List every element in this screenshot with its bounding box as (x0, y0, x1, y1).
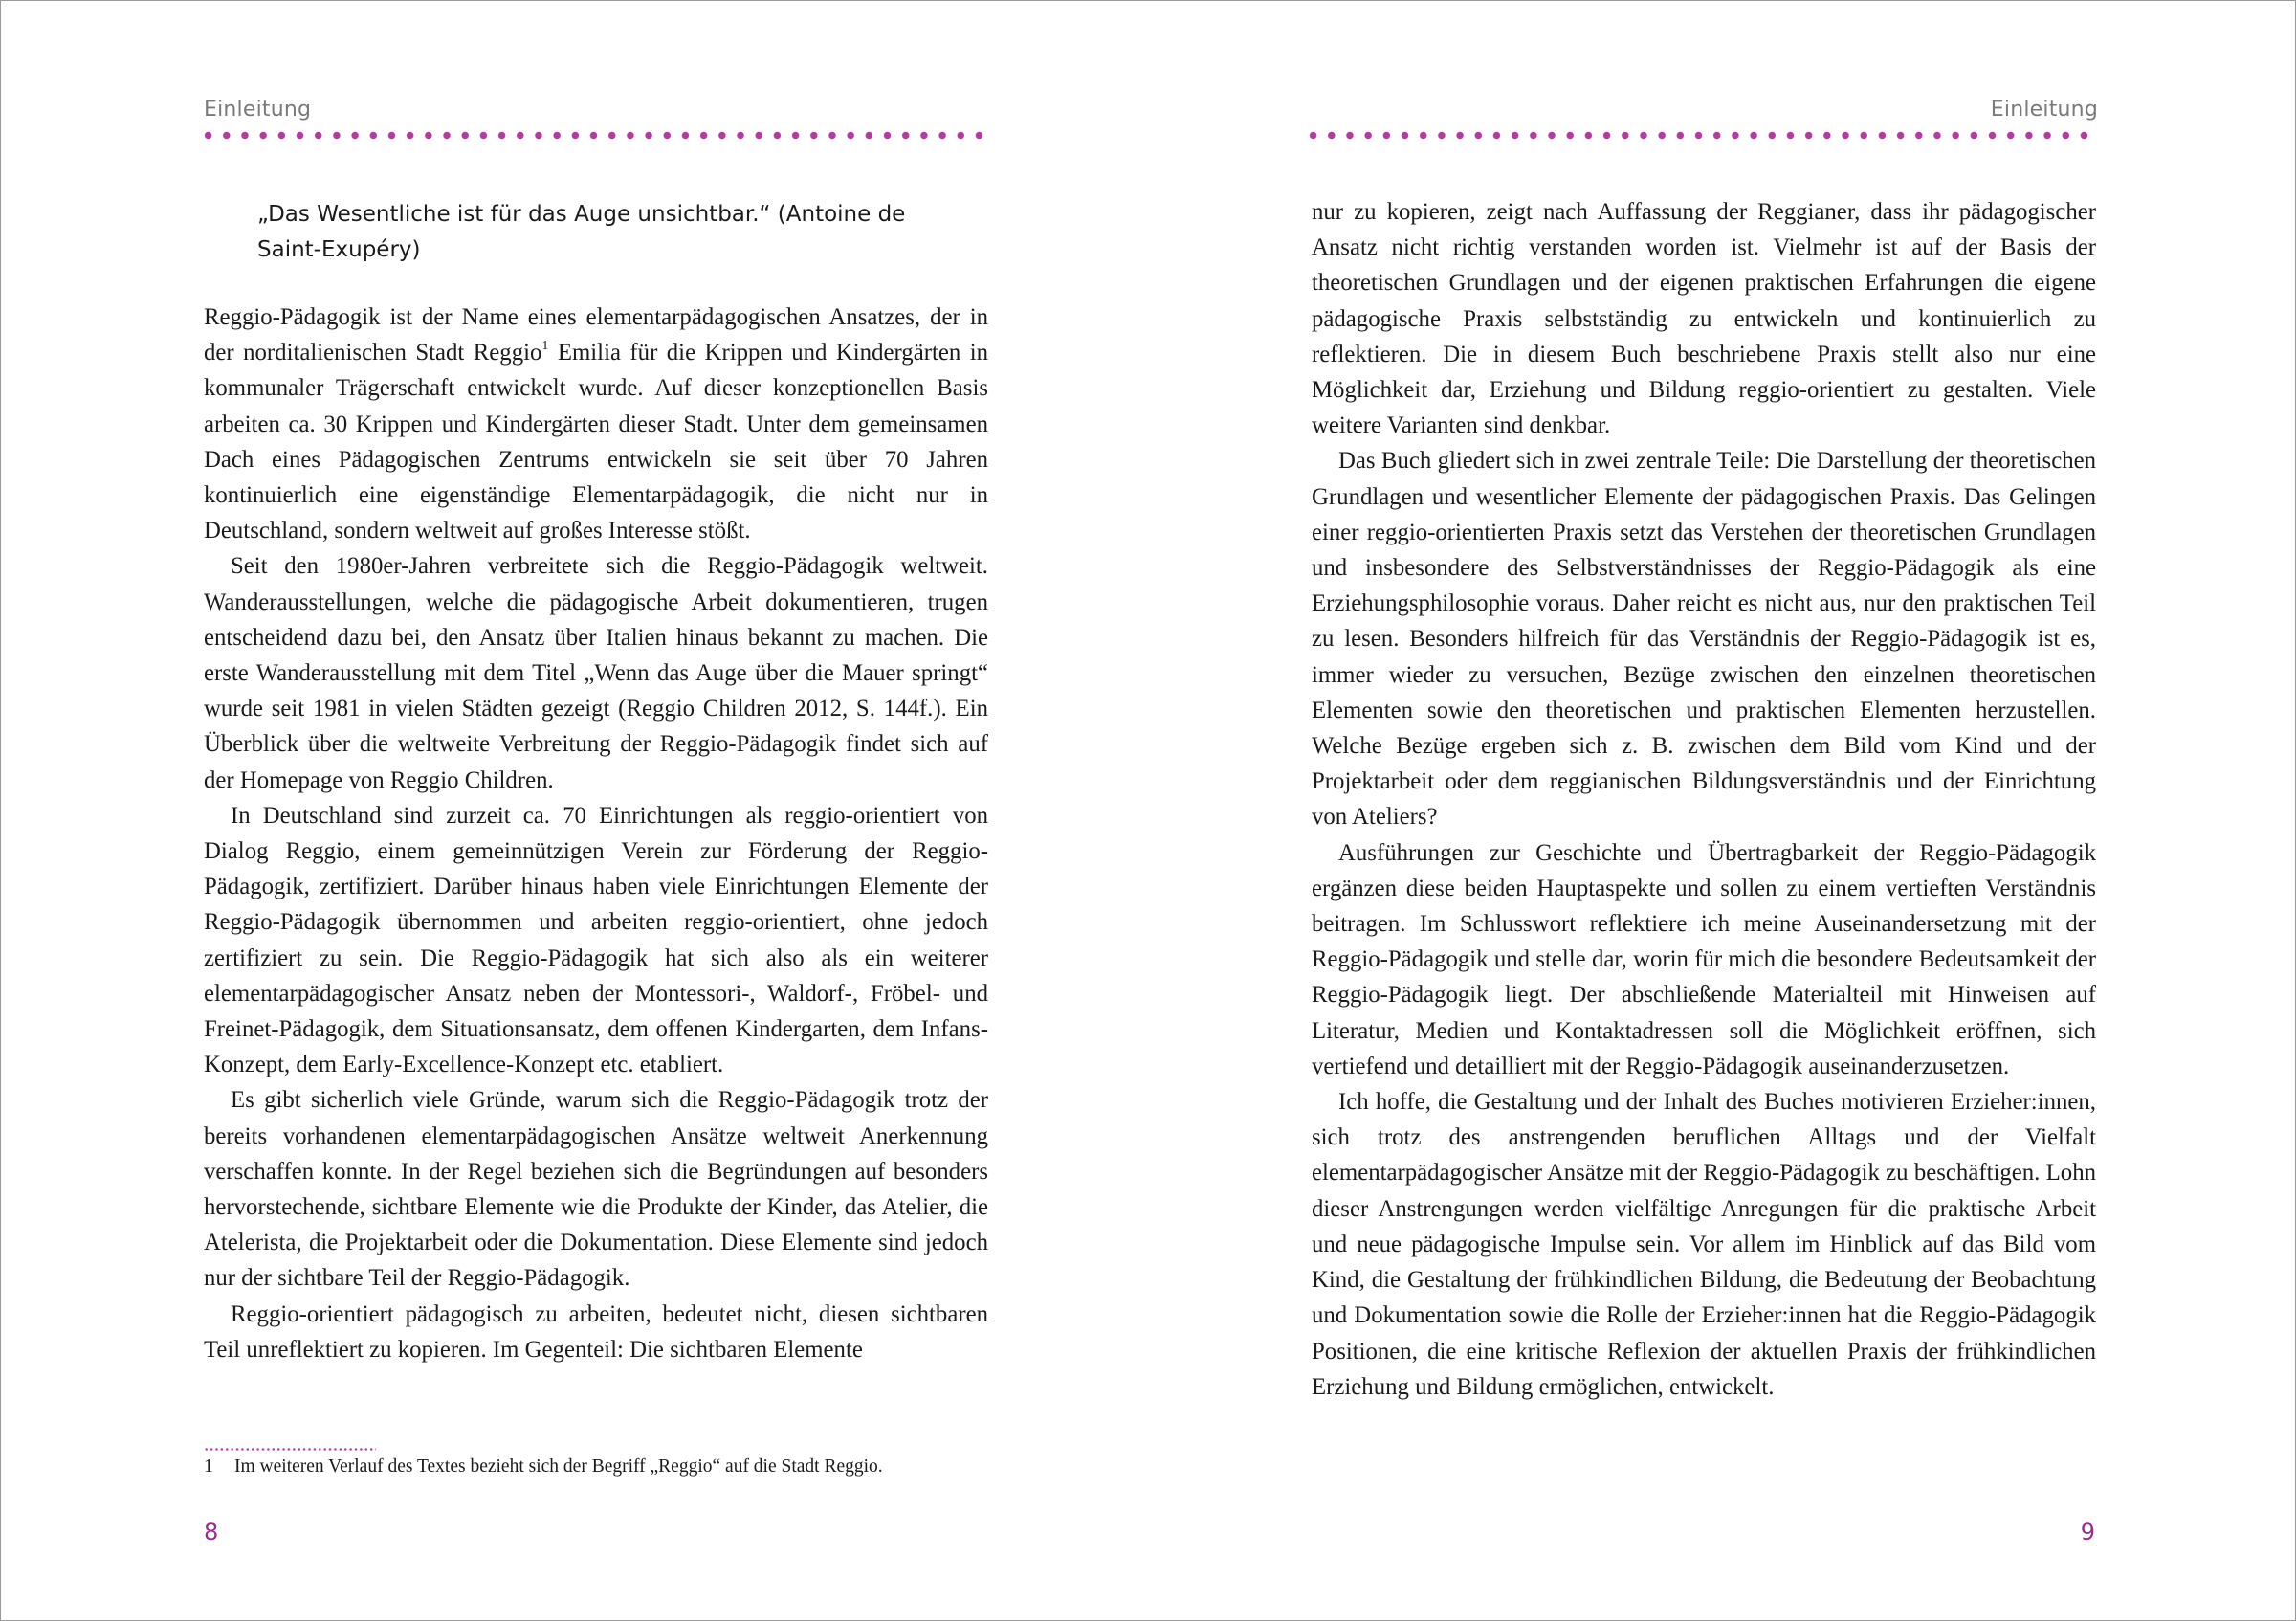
paragraph: Es gibt sicherlich viele Gründe, warum sich die Reggio-Pädagogik trotz der bereits vorhandenen elementarpädagogischen Ansätze weltweit Anerkennung verschaffen konnte. In der Regel beziehen sich die Begründungen auf besonders hervorstechende, sichtbare Elemente wie die Produkte der Kinder, das Atelier, die Atelerista, die Projektarbeit oder die Dokumentation. Diese Elemente sind jedoch nur der sichtbare Teil der Reggio-Pädagogik. (204, 1087, 988, 1292)
page-number: 9 (2080, 1519, 2095, 1545)
paragraph: Das Buch gliedert sich in zwei zentrale Teile: Die Darstellung der theoretischen Grundlagen und wesentlicher Elemente der pädagogischen Praxis. Das Gelingen einer reggio-orientierten Praxis setzt das Verstehen der theoretischen Grundlagen und insbesondere des Selbstverständnisses der Reggio-Pädagogik als eine Erziehungsphilosophie voraus. Daher reicht es nicht aus, nur den praktischen Teil zu lesen. Besonders hilfreich für das Verständnis der Reggio-Pädagogik ist es, immer wieder zu versuchen, Bezüge zwischen den einzelnen theoretischen Elementen sowie den theoretischen und praktischen Elementen herzustellen. Welche Bezüge ergeben sich z. B. zwischen dem Bild vom Kind und der Projektarbeit oder dem reggianischen Bildungsverständnis und der Einrichtung von Ateliers? (1312, 448, 2096, 831)
running-head: Einleitung (1990, 98, 2098, 122)
body-text (1312, 194, 2096, 1405)
paragraph: Ich hoffe, die Gestaltung und der Inhalt des Buches motivieren Erzieher:innen, sich trotz des anstrengenden beruflichen Alltags und der Vielfalt elementarpädagogischer Ansätze mit der Reggio-Pädagogik zu beschäftigen. Lohn dieser Anstrengungen werden vielfältige Anregungen für die praktische Arbeit und neue pädagogische Impulse sein. Vor allem im Hinblick auf das Bild vom Kind, die Gestaltung der frühkindlichen Bildung, die Bedeutung der Beobachtung und Dokumentation sowie die Rolle der Erzieher:innen hat die Reggio-Pädagogik Positionen, die eine kritische Reflexion der aktuellen Praxis der frühkindlichen Erziehung und Bildung ermöglichen, entwickelt. (1312, 1089, 2096, 1400)
right-page (1149, 1, 2296, 1620)
dotted-rule (199, 131, 983, 140)
left-page (1, 1, 1148, 1620)
paragraph: In Deutschland sind zurzeit ca. 70 Einrichtungen als reggio-orientiert von Dialog Reggio, einem gemeinnützigen Verein zur Förderung der Reggio-Pädagogik, zertifiziert. Darüber hinaus haben viele Einrichtungen Elemente der Reggio-Pädagogik übernommen und arbeiten reggio-orientiert, ohne jedoch zertifiziert zu sein. Die Reggio-Pädagogik hat sich also als ein weiterer elementarpädagogischer Ansatz neben der Montessori-, Waldorf-, Fröbel- und Freinet-Pädagogik, dem Situationsansatz, dem offenen Kindergarten, dem Infans-Konzept, dem Early-Excellence-Konzept etc. etabliert. (204, 802, 988, 1078)
footnote-separator (204, 1448, 376, 1451)
paragraph: Reggio-orientiert pädagogisch zu arbeiten, bedeutet nicht, diesen sichtbaren Teil unreflektiert zu kopieren. Im Gegenteil: Die sichtbaren Elemente (204, 1300, 988, 1363)
running-head: Einleitung (204, 98, 312, 122)
dotted-rule (1304, 131, 2088, 140)
paragraph: Seit den 1980er-Jahren verbreitete sich die Reggio-Pädagogik weltweit. Wanderausstellungen, welche die pädagogische Arbeit dokumentieren, trugen entscheidend dazu bei, den Ansatz über Italien hinaus bekannt zu machen. Die erste Wanderausstellung mit dem Titel „Wenn das Auge über die Mauer springt“ wurde seit 1981 in vielen Städten gezeigt (Reggio Children 2012, S. 144f.). Ein Überblick über die weltweite Verbreitung der Reggio-Pädagogik findet sich auf der Homepage von Reggio Children. (204, 553, 988, 793)
paragraph (204, 300, 988, 548)
footnote-marker[interactable]: 1 (541, 338, 549, 353)
paragraph: nur zu kopieren, zeigt nach Auffassung der Reggianer, dass ihr pädagogischer Ansatz nicht richtig verstanden worden ist. Vielmehr ist auf der Basis der theoretischen Grundlagen und der eigenen praktischen Erfahrungen die eigene pädagogische Praxis selbstständig zu entwickeln und kontinuierlich zu reflektieren. Die in diesem Buch beschriebene Praxis stellt also nur eine Möglichkeit dar, Erziehung und Bildung reggio-orientiert zu gestalten. Viele weitere Varianten sind denkbar. (1312, 199, 2096, 439)
footnote (204, 1454, 988, 1480)
body-text (204, 300, 988, 1367)
footnote-text: Im weiteren Verlauf des Textes bezieht sich der Begriff „Reggio“ auf die Stadt Reggio. (234, 1456, 883, 1477)
epigraph: „Das Wesentliche ist für das Auge unsichtbar.“ (Antoine de Saint-Exupéry) (257, 202, 906, 262)
footnote-number: 1 (204, 1456, 213, 1477)
paragraph-text: Emilia für die Krippen und Kindergärten in kommunaler Trägerschaft entwickelt wurde. Auf dieser konzeptionellen Basis arbeiten ca. 30 Krippen und Kindergärten dieser Stadt. Unter dem gemeinsamen Dach eines Pädagogischen Zentrums entwickeln sie seit über 70 Jahren kontinuierlich eine eigenständige Elementarpädagogik, die nicht nur in Deutschland, sondern weltweit auf großes Interesse stößt. (204, 340, 988, 544)
paragraph-text: Reggio-Pädagogik ist der Name eines elementarpädagogischen Ansatzes, der in der norditalienischen Stadt Reggio (204, 304, 988, 366)
page-number: 8 (204, 1519, 219, 1545)
paragraph: Ausführungen zur Geschichte und Übertragbarkeit der Reggio-Pädagogik ergänzen diese beiden Hauptaspekte und sollen zu einem vertieften Verständnis beitragen. Im Schlusswort reflektiere ich meine Auseinandersetzung mit der Reggio-Pädagogik und stelle dar, worin für mich die besondere Bedeutsamkeit der Reggio-Pädagogik liegt. Der abschließende Materialteil mit Hinweisen auf Literatur, Medien und Kontaktadressen soll die Möglichkeit eröffnen, sich vertiefend und detailliert mit der Reggio-Pädagogik auseinanderzusetzen. (1312, 839, 2096, 1079)
